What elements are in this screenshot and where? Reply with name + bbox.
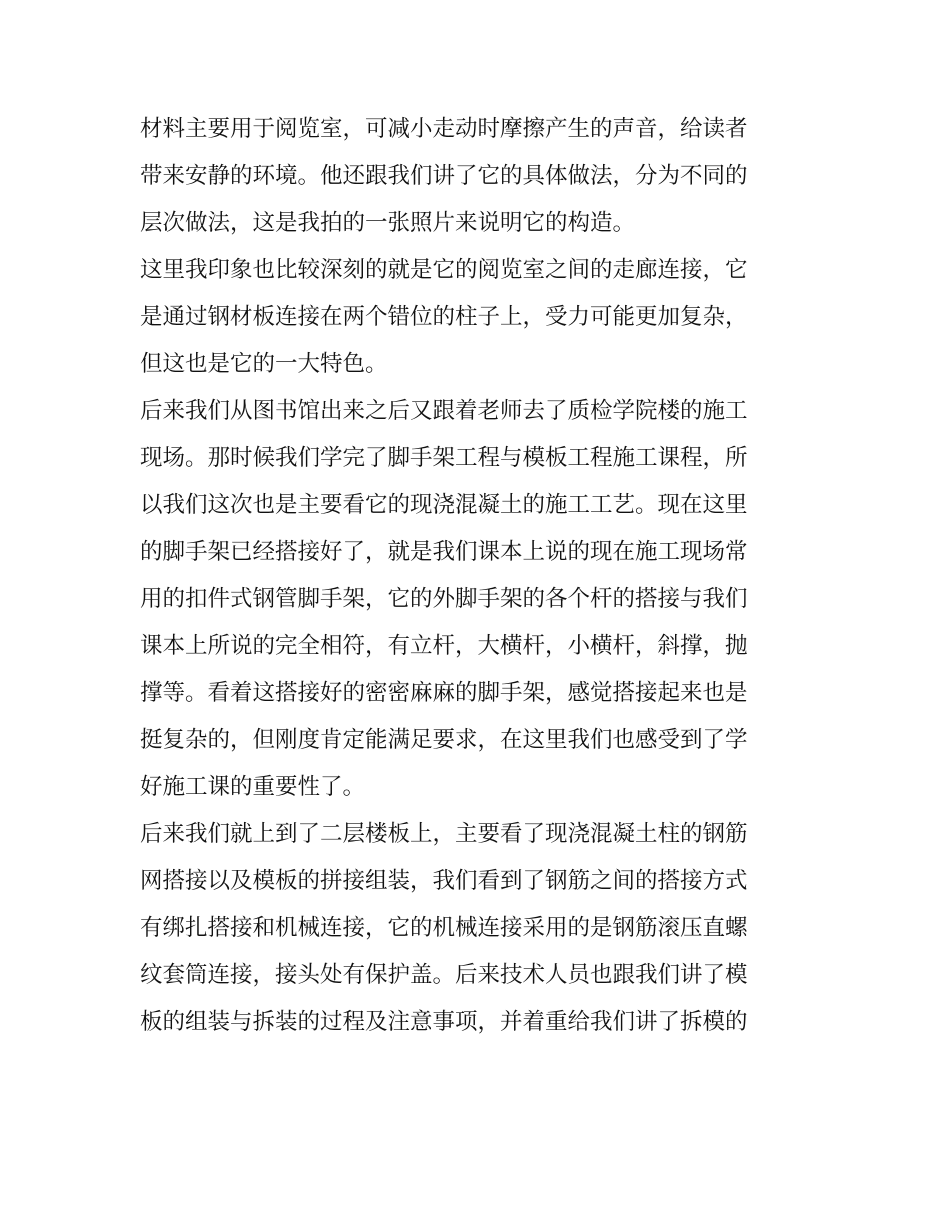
- text-line: 后来我们从图书馆出来之后又跟着老师去了质检学院楼的施工: [140, 398, 748, 424]
- text-line: 层次做法，这是我拍的一张照片来说明它的构造。: [140, 210, 636, 236]
- text-line: 但这也是它的一大特色。: [140, 351, 388, 377]
- text-line: 板的组装与拆装的过程及注意事项，并着重给我们讲了拆模的: [140, 1009, 748, 1035]
- text-line: 用的扣件式钢管脚手架，它的外脚手架的各个杆的搭接与我们: [140, 586, 748, 612]
- text-line: 以我们这次也是主要看它的现浇混凝土的施工工艺。现在这里: [140, 492, 748, 518]
- text-line: 有绑扎搭接和机械连接，它的机械连接采用的是钢筋滚压直螺: [140, 915, 748, 941]
- text-line: 纹套筒连接，接头处有保护盖。后来技术人员也跟我们讲了模: [140, 962, 748, 988]
- text-line: 挺复杂的，但刚度肯定能满足要求，在这里我们也感受到了学: [140, 727, 748, 753]
- text-line: 好施工课的重要性了。: [140, 774, 366, 800]
- text-line: 的脚手架已经搭接好了，就是我们课本上说的现在施工现场常: [140, 539, 748, 565]
- text-line: 后来我们就上到了二层楼板上，主要看了现浇混凝土柱的钢筋: [140, 821, 748, 847]
- text-line: 网搭接以及模板的拼接组装，我们看到了钢筋之间的搭接方式: [140, 868, 748, 894]
- text-line: 材料主要用于阅览室，可减小走动时摩擦产生的声音，给读者: [140, 116, 748, 142]
- text-line: 现场。那时候我们学完了脚手架工程与模板工程施工课程，所: [140, 445, 748, 471]
- text-line: 带来安静的环境。他还跟我们讲了它的具体做法，分为不同的: [140, 163, 748, 189]
- text-line: 这里我印象也比较深刻的就是它的阅览室之间的走廊连接，它: [140, 257, 748, 283]
- text-line: 是通过钢材板连接在两个错位的柱子上，受力可能更加复杂，: [140, 304, 748, 330]
- text-line: 课本上所说的完全相符，有立杆，大横杆，小横杆，斜撑，抛: [140, 633, 748, 659]
- body-text: [140, 106, 820, 1046]
- text-line: 撑等。看着这搭接好的密密麻麻的脚手架，感觉搭接起来也是: [140, 680, 748, 706]
